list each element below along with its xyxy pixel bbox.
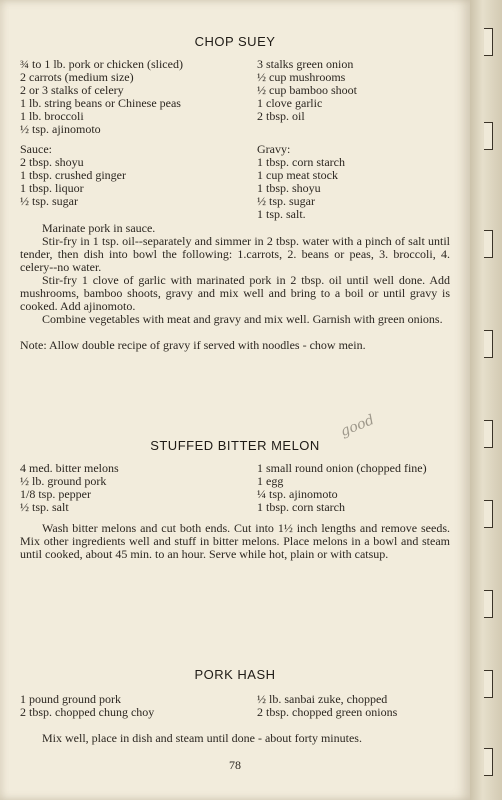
index-tab (484, 500, 493, 528)
ingredient-line: 1 clove garlic (257, 96, 323, 110)
instruction-paragraph: Stir-fry 1 clove of garlic with marinated pork in 2 tbsp. oil until well done. Add mushrooms, bamboo shoots, gravy and mix well and bring to a boil or until gravy is cooked. Add ajinomoto. (20, 273, 450, 313)
ingredient-line: ½ cup bamboo shoot (257, 83, 357, 97)
pork-hash-ingredients-right (257, 693, 397, 719)
index-tab (484, 330, 493, 358)
ingredient-line: 1 tbsp. liquor (20, 181, 84, 195)
pork-hash-ingredients-left (20, 693, 154, 719)
ingredient-line: 1 cup meat stock (257, 168, 338, 182)
ingredient-line: 1 tbsp. corn starch (257, 500, 345, 514)
index-tab (484, 122, 493, 150)
ingredient-line: 2 tbsp. chopped chung choy (20, 705, 155, 719)
chop-suey-ingredients-left (20, 58, 183, 136)
ingredient-line: 1 egg (257, 474, 284, 488)
ingredient-line: ½ lb. ground pork (20, 474, 107, 488)
ingredient-line: 1 lb. string beans or Chinese peas (20, 96, 181, 110)
ingredient-line: ½ cup mushrooms (257, 70, 346, 84)
sauce-heading: Sauce: (20, 142, 52, 156)
page-number: 78 (229, 758, 241, 772)
ingredient-line: ½ tsp. salt (20, 500, 69, 514)
ingredient-line: 2 tbsp. shoyu (20, 155, 84, 169)
chop-suey-sauce (20, 143, 126, 208)
ingredient-line: ¾ to 1 lb. pork or chicken (sliced) (20, 57, 183, 71)
bitter-melon-ingredients-right (257, 462, 427, 514)
instruction-paragraph: Stir-fry in 1 tsp. oil--separately and simmer in 2 tbsp. water with a pinch of salt until tender, then dish into bowl the following: 1.carrots, 2. beans or peas, 3. broccoli, 4. celery--no water. (20, 234, 450, 274)
ingredient-line: 1 pound ground pork (20, 692, 121, 706)
ingredient-line: ½ lb. sanbai zuke, chopped (257, 692, 388, 706)
ingredient-line: ½ tsp. sugar (257, 194, 315, 208)
ingredient-line: ½ tsp. sugar (20, 194, 78, 208)
ingredient-line: 1 lb. broccoli (20, 109, 84, 123)
ingredient-line: 2 or 3 stalks of celery (20, 83, 124, 97)
instruction-paragraph: Marinate pork in sauce. (42, 221, 156, 235)
index-tab (484, 230, 493, 258)
index-tab (484, 420, 493, 448)
ingredient-line: 1 small round onion (chopped fine) (257, 461, 427, 475)
index-tab (484, 28, 493, 56)
pork-hash-instructions (20, 732, 450, 745)
index-tab (484, 748, 493, 776)
chop-suey-ingredients-right (257, 58, 357, 123)
ingredient-line: 4 med. bitter melons (20, 461, 119, 475)
ingredient-line: 1 tsp. salt. (257, 207, 306, 221)
recipe-title-stuffed-bitter-melon: STUFFED BITTER MELON (150, 438, 320, 453)
instruction-paragraph: Wash bitter melons and cut both ends. Cut into 1½ inch lengths and remove seeds. Mix other ingredients well and stuff in bitter melons. Place melons in a bowl and steam until cooked, about 45 min. to an hour. Serve while hot, plain or with catsup. (20, 521, 450, 561)
ingredient-line: 2 carrots (medium size) (20, 70, 134, 84)
handwritten-annotation: good (338, 412, 377, 440)
ingredient-line: 2 tbsp. chopped green onions (257, 705, 398, 719)
gravy-heading: Gravy: (257, 142, 291, 156)
instruction-paragraph: Mix well, place in dish and steam until done - about forty minutes. (42, 731, 362, 745)
chop-suey-note: Note: Allow double recipe of gravy if served with noodles - chow mein. (20, 338, 366, 352)
recipe-title-chop-suey: CHOP SUEY (194, 34, 276, 49)
ingredient-line: 1 tbsp. crushed ginger (20, 168, 126, 182)
ingredient-line: ½ tsp. ajinomoto (20, 122, 101, 136)
ingredient-line: 2 tbsp. oil (257, 109, 305, 123)
instruction-paragraph: Combine vegetables with meat and gravy and mix well. Garnish with green onions. (42, 312, 443, 326)
chop-suey-gravy (257, 143, 345, 221)
bitter-melon-ingredients-left (20, 462, 119, 514)
recipe-title-pork-hash: PORK HASH (194, 667, 276, 682)
ingredient-line: 1/8 tsp. pepper (20, 487, 91, 501)
ingredient-line: ¼ tsp. ajinomoto (257, 487, 338, 501)
index-tab (484, 590, 493, 618)
index-tab (484, 670, 493, 698)
ingredient-line: 3 stalks green onion (257, 57, 354, 71)
ingredient-line: 1 tbsp. corn starch (257, 155, 345, 169)
bitter-melon-instructions (20, 522, 450, 561)
chop-suey-instructions (20, 222, 450, 326)
ingredient-line: 1 tbsp. shoyu (257, 181, 321, 195)
